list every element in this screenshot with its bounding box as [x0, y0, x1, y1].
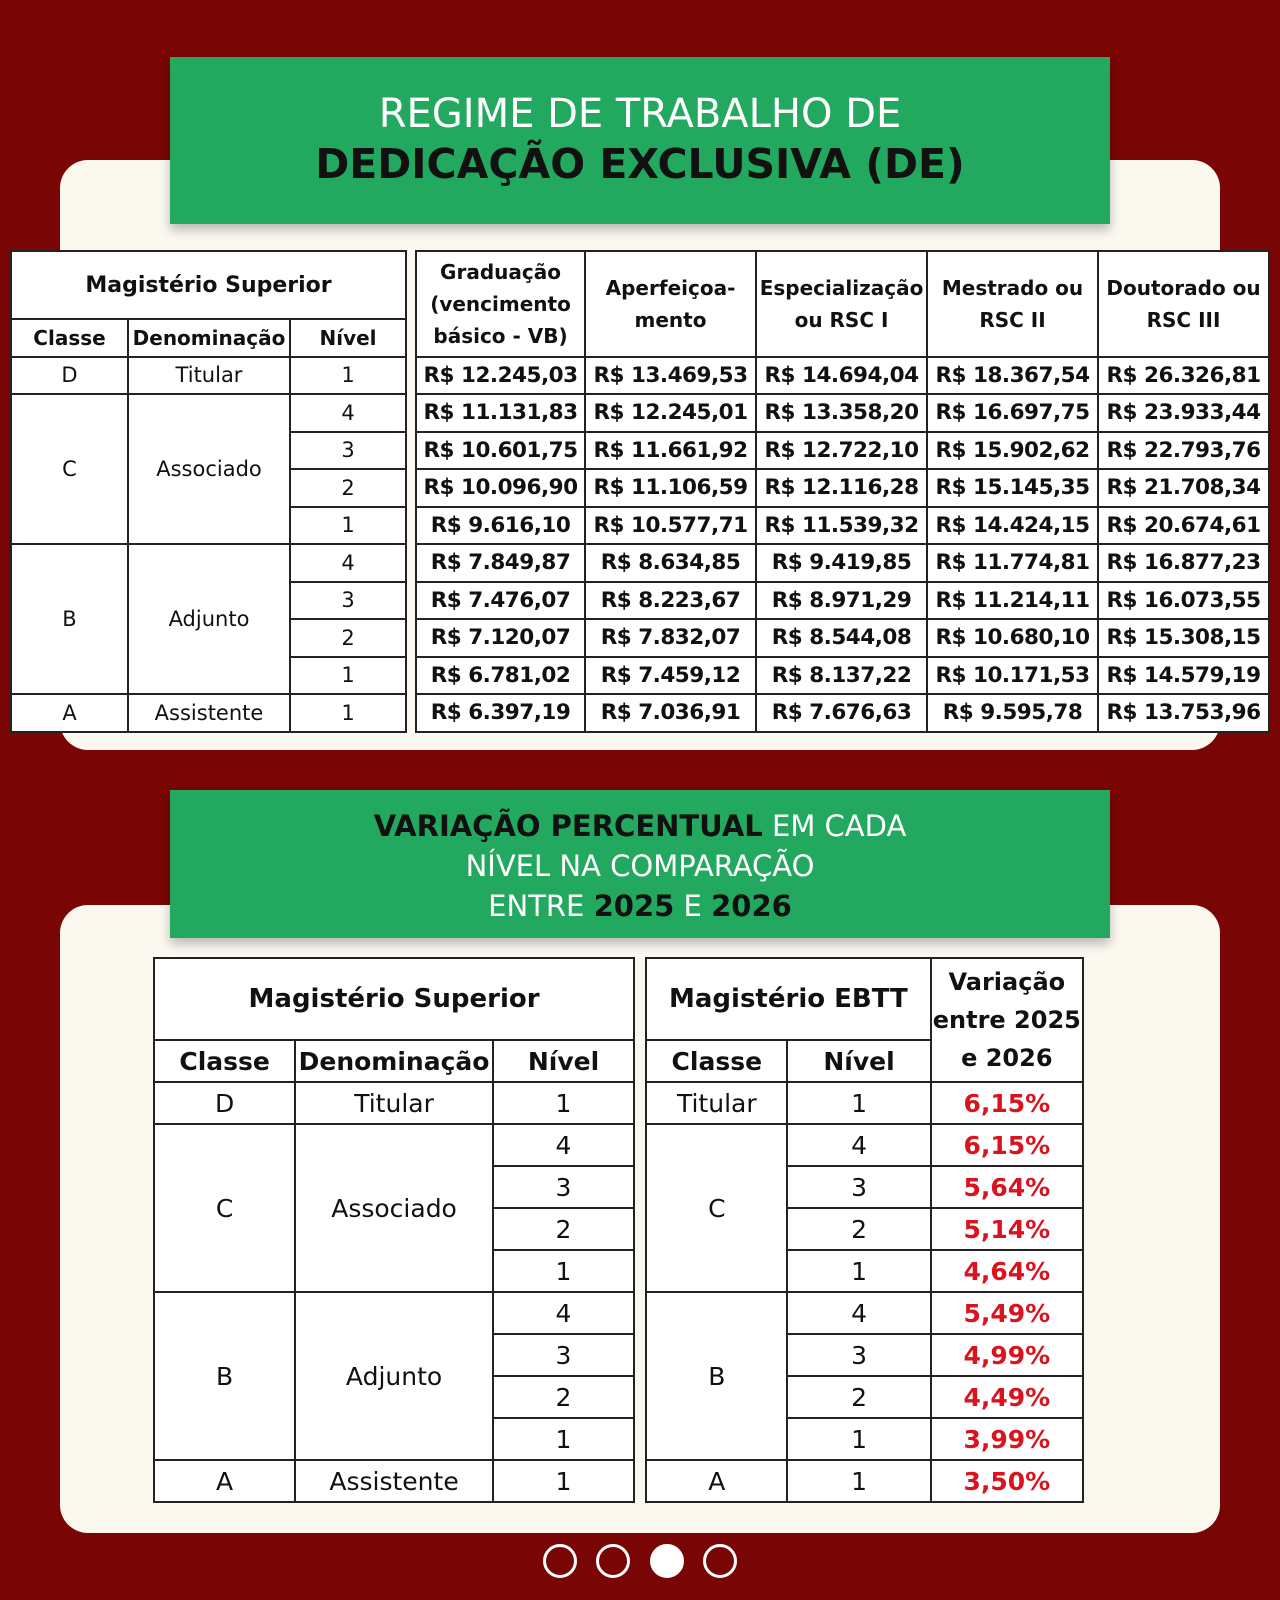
variacao-cell: 4,64%: [931, 1250, 1083, 1292]
value-cell: R$ 8.137,22: [756, 657, 927, 695]
ebtt-nivel-cell: 1: [787, 1460, 930, 1502]
denominacao-cell: Titular: [295, 1082, 493, 1124]
value-cell: R$ 18.367,54: [927, 357, 1098, 395]
nivel-cell: 2: [290, 619, 406, 657]
value-cell: R$ 21.708,34: [1098, 469, 1269, 507]
variacao-title-line2: NÍVEL NA COMPARAÇÃO: [465, 849, 815, 883]
value-cell: R$ 6.397,19: [416, 694, 585, 732]
value-cell: R$ 11.106,59: [585, 469, 756, 507]
variacao-cell: 5,64%: [931, 1166, 1083, 1208]
variacao-title-line1: [170, 806, 1110, 846]
ebtt-nivel-cell: 2: [787, 1208, 930, 1250]
nivel-cell: 1: [493, 1460, 634, 1502]
pagination-dot[interactable]: [543, 1544, 577, 1578]
value-cell: R$ 15.902,62: [927, 432, 1098, 470]
col-nivel: Nível: [290, 319, 406, 357]
denominacao-cell: Assistente: [295, 1460, 493, 1502]
nivel-cell: 1: [493, 1418, 634, 1460]
banner-regime-de: [170, 57, 1110, 224]
denominacao-cell: Associado: [295, 1124, 493, 1292]
variacao-cell: 3,99%: [931, 1418, 1083, 1460]
ebtt-nivel-cell: 1: [787, 1082, 930, 1124]
col-denominacao: Denominação: [128, 319, 290, 357]
nivel-cell: 1: [493, 1250, 634, 1292]
group-ebtt: Magistério EBTT: [646, 958, 930, 1040]
col-denominacao: Denominação: [295, 1040, 493, 1082]
value-cell: R$ 16.877,23: [1098, 544, 1269, 582]
pagination-dot[interactable]: [596, 1544, 630, 1578]
nivel-cell: 1: [290, 657, 406, 695]
year-2025: 2025: [593, 889, 675, 923]
value-cell: R$ 16.697,75: [927, 394, 1098, 432]
year-2026: 2026: [711, 889, 792, 923]
col-nivel: Nível: [493, 1040, 634, 1082]
col-variacao: Variação entre 2025 e 2026: [931, 958, 1083, 1082]
ebtt-nivel-cell: 4: [787, 1292, 930, 1334]
ebtt-col-nivel: Nível: [787, 1040, 930, 1082]
table-row: [11, 544, 1269, 582]
table-row: [154, 1124, 1083, 1166]
title-entre: ENTRE: [488, 889, 594, 923]
value-cell: R$ 7.849,87: [416, 544, 585, 582]
denominacao-cell: Titular: [128, 357, 290, 395]
nivel-cell: 4: [290, 394, 406, 432]
table-gap: [634, 958, 646, 1502]
variacao-cell: 6,15%: [931, 1082, 1083, 1124]
variacao-title-line3: [170, 886, 1110, 926]
nivel-cell: 3: [290, 582, 406, 620]
col-classe: Classe: [154, 1040, 295, 1082]
group-superior: Magistério Superior: [154, 958, 634, 1040]
value-cell: R$ 10.577,71: [585, 507, 756, 545]
value-cell: R$ 22.793,76: [1098, 432, 1269, 470]
variacao-cell: 5,14%: [931, 1208, 1083, 1250]
classe-cell: A: [11, 694, 128, 732]
variacao-cell: 5,49%: [931, 1292, 1083, 1334]
value-cell: R$ 20.674,61: [1098, 507, 1269, 545]
ebtt-classe-cell: A: [646, 1460, 787, 1502]
classe-cell: C: [11, 394, 128, 544]
ebtt-nivel-cell: 3: [787, 1166, 930, 1208]
value-cell: R$ 16.073,55: [1098, 582, 1269, 620]
value-cell: R$ 12.116,28: [756, 469, 927, 507]
variacao-cell: 6,15%: [931, 1124, 1083, 1166]
header-mestrado: Mestrado ou RSC II: [927, 251, 1098, 357]
nivel-cell: 2: [290, 469, 406, 507]
table-row: [154, 1082, 1083, 1124]
value-cell: R$ 15.145,35: [927, 469, 1098, 507]
value-cell: R$ 8.971,29: [756, 582, 927, 620]
value-cell: R$ 13.469,53: [585, 357, 756, 395]
nivel-cell: 4: [290, 544, 406, 582]
group-header: Magistério Superior: [11, 251, 406, 319]
banner-variacao: [170, 790, 1110, 938]
value-cell: R$ 9.419,85: [756, 544, 927, 582]
value-cell: R$ 8.223,67: [585, 582, 756, 620]
value-cell: R$ 8.634,85: [585, 544, 756, 582]
nivel-cell: 2: [493, 1208, 634, 1250]
value-cell: R$ 12.245,01: [585, 394, 756, 432]
nivel-cell: 2: [493, 1376, 634, 1418]
title-line1: REGIME DE TRABALHO DE: [378, 91, 902, 137]
pagination-dot[interactable]: [703, 1544, 737, 1578]
title-variacao-bold: VARIAÇÃO PERCENTUAL: [373, 809, 763, 843]
value-cell: R$ 10.680,10: [927, 619, 1098, 657]
ebtt-classe-cell: Titular: [646, 1082, 787, 1124]
table-gap: [406, 251, 416, 732]
value-cell: R$ 9.616,10: [416, 507, 585, 545]
table-row: [154, 1460, 1083, 1502]
header-aperfeicoamento: Aperfeiçoa-mento: [585, 251, 756, 357]
denominacao-cell: Assistente: [128, 694, 290, 732]
value-cell: R$ 10.601,75: [416, 432, 585, 470]
value-cell: R$ 7.120,07: [416, 619, 585, 657]
value-cell: R$ 11.131,83: [416, 394, 585, 432]
value-cell: R$ 12.722,10: [756, 432, 927, 470]
table-row: [11, 394, 1269, 432]
nivel-cell: 1: [290, 694, 406, 732]
value-cell: R$ 13.358,20: [756, 394, 927, 432]
ebtt-classe-cell: B: [646, 1292, 787, 1460]
value-cell: R$ 7.459,12: [585, 657, 756, 695]
denominacao-cell: Adjunto: [128, 544, 290, 694]
value-cell: R$ 6.781,02: [416, 657, 585, 695]
value-cell: R$ 7.476,07: [416, 582, 585, 620]
ebtt-nivel-cell: 1: [787, 1418, 930, 1460]
ebtt-nivel-cell: 3: [787, 1334, 930, 1376]
value-cell: R$ 26.326,81: [1098, 357, 1269, 395]
carousel-pagination: [0, 1544, 1280, 1578]
value-cell: R$ 14.694,04: [756, 357, 927, 395]
value-cell: R$ 9.595,78: [927, 694, 1098, 732]
ebtt-nivel-cell: 4: [787, 1124, 930, 1166]
classe-cell: A: [154, 1460, 295, 1502]
variacao-cell: 4,49%: [931, 1376, 1083, 1418]
col-classe: Classe: [11, 319, 128, 357]
value-cell: R$ 11.539,32: [756, 507, 927, 545]
table-row: [154, 1292, 1083, 1334]
header-especializacao: Especialização ou RSC I: [756, 251, 927, 357]
nivel-cell: 3: [493, 1334, 634, 1376]
value-cell: R$ 10.096,90: [416, 469, 585, 507]
value-cell: R$ 15.308,15: [1098, 619, 1269, 657]
nivel-cell: 1: [290, 357, 406, 395]
value-cell: R$ 7.676,63: [756, 694, 927, 732]
value-cell: R$ 11.661,92: [585, 432, 756, 470]
table-row: [11, 694, 1269, 732]
nivel-cell: 1: [493, 1082, 634, 1124]
header-doutorado: Doutorado ou RSC III: [1098, 251, 1269, 357]
classe-cell: C: [154, 1124, 295, 1292]
ebtt-nivel-cell: 1: [787, 1250, 930, 1292]
denominacao-cell: Adjunto: [295, 1292, 493, 1460]
variation-table: [153, 957, 1084, 1503]
denominacao-cell: Associado: [128, 394, 290, 544]
value-cell: R$ 11.774,81: [927, 544, 1098, 582]
ebtt-classe-cell: C: [646, 1124, 787, 1292]
nivel-cell: 3: [290, 432, 406, 470]
value-cell: R$ 23.933,44: [1098, 394, 1269, 432]
value-cell: R$ 8.544,08: [756, 619, 927, 657]
classe-cell: D: [11, 357, 128, 395]
nivel-cell: 1: [290, 507, 406, 545]
value-cell: R$ 7.036,91: [585, 694, 756, 732]
value-cell: R$ 14.424,15: [927, 507, 1098, 545]
title-e: E: [674, 889, 712, 923]
classe-cell: B: [154, 1292, 295, 1460]
variacao-cell: 4,99%: [931, 1334, 1083, 1376]
pagination-dot[interactable]: [650, 1544, 684, 1578]
variacao-cell: 3,50%: [931, 1460, 1083, 1502]
table-row: [11, 357, 1269, 395]
value-cell: R$ 14.579,19: [1098, 657, 1269, 695]
classe-cell: B: [11, 544, 128, 694]
value-cell: R$ 7.832,07: [585, 619, 756, 657]
title-em-cada: EM CADA: [762, 809, 907, 843]
title-line2: DEDICAÇÃO EXCLUSIVA (DE): [315, 140, 965, 188]
salary-table-de: [10, 250, 1270, 733]
value-cell: R$ 12.245,03: [416, 357, 585, 395]
nivel-cell: 4: [493, 1124, 634, 1166]
value-cell: R$ 13.753,96: [1098, 694, 1269, 732]
value-cell: R$ 11.214,11: [927, 582, 1098, 620]
header-graduacao: Graduação (vencimento básico - VB): [416, 251, 585, 357]
ebtt-col-classe: Classe: [646, 1040, 787, 1082]
nivel-cell: 4: [493, 1292, 634, 1334]
classe-cell: D: [154, 1082, 295, 1124]
ebtt-nivel-cell: 2: [787, 1376, 930, 1418]
nivel-cell: 3: [493, 1166, 634, 1208]
value-cell: R$ 10.171,53: [927, 657, 1098, 695]
